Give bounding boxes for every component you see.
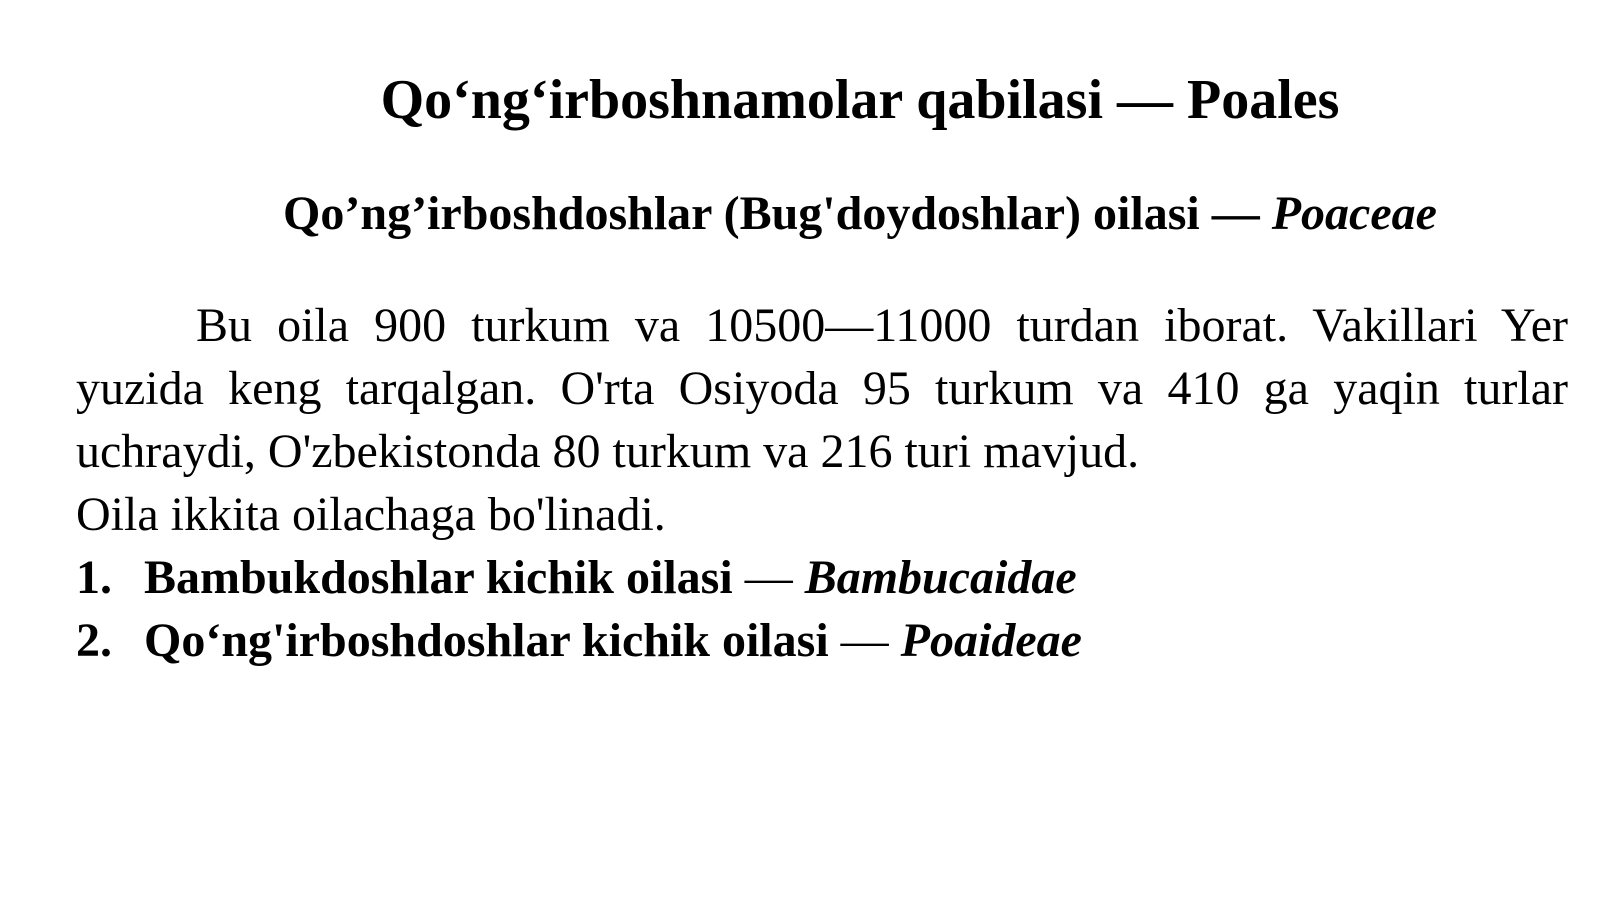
subfamily-list: [76, 546, 1568, 672]
list-item: [76, 609, 1568, 672]
family-latin-name: Poaceae: [1271, 187, 1437, 240]
family-heading: [0, 186, 1600, 242]
list-item: [76, 546, 1568, 609]
subfamily-name: Bambukdoshlar kichik oilasi — Bambucaidae: [144, 551, 1077, 604]
subfamily-name: Qo‘ng'irboshdoshlar kichik oilasi — Poaideae: [144, 614, 1082, 667]
dash: —: [732, 551, 805, 604]
description-paragraph: Bu oila 900 turkum va 10500—11000 turdan iborat. Vakillari Yer yuzida keng tarqalgan. O'rta Osiyoda 95 turkum va 410 ga yaqin turlar uchraydi, O'zbekistonda 80 turkum va 216 turi mavjud.: [76, 299, 1568, 478]
list-item-number: 1.: [76, 551, 112, 604]
division-line: Oila ikkita oilachaga bo'linadi.: [76, 488, 666, 541]
list-item-number: 2.: [76, 614, 112, 667]
page-title: Qo‘ng‘irboshnamolar qabilasi — Poales: [380, 69, 1340, 131]
subfamily-latin-name: Bambucaidae: [804, 551, 1077, 604]
dash: —: [828, 614, 901, 667]
subfamily-latin-name: Poaideae: [900, 614, 1082, 667]
body-text: [76, 294, 1568, 672]
family-heading-text: Qo’ng’irboshdoshlar (Bug'doydoshlar) oilasi —: [283, 187, 1272, 240]
